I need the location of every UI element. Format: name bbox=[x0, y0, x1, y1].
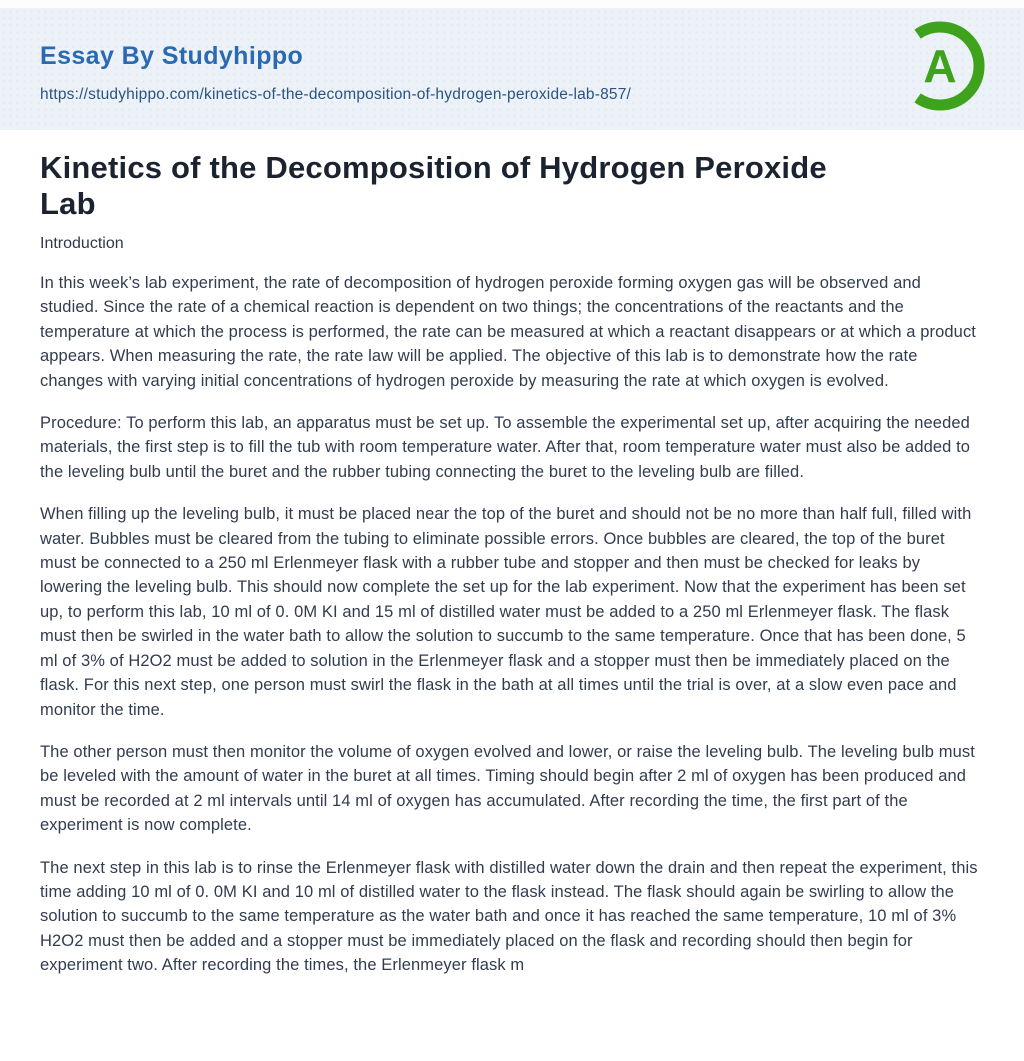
essay-title: Kinetics of the Decomposition of Hydrogen Peroxide Lab bbox=[40, 150, 827, 221]
site-title: Essay By Studyhippo bbox=[40, 42, 304, 70]
essay-paragraph-2: Procedure: To perform this lab, an apparatus must be set up. To assemble the experimental set up, after acquiring the needed materials, the first step is to fill the tub with room temperature water. After that, room temperature water must also be added to the leveling bulb until the buret and the rubber tubing connecting the buret to the leveling bulb are filled. bbox=[40, 414, 971, 481]
header bbox=[0, 8, 1024, 130]
essay-paragraph-5: The next step in this lab is to rinse the Erlenmeyer flask with distilled water down the drain and then repeat the experiment, this time adding 10 ml of 0. 0M KI and 10 ml of distilled water to the flask instead. The flask should again be swirling to allow the solution to succumb to the same temperature as the water bath and once it has reached the same temperature, 10 ml of 3% H2O2 must then be added and a stopper must be immediately placed on the flask and recording should then begin for experiment two. After recording the times, the Erlenmeyer flask m bbox=[40, 858, 978, 975]
essay-paragraph-3: When filling up the leveling bulb, it must be placed near the top of the buret and should not be no more than half full, filled with water. Bubbles must be cleared from the tubing to eliminate possible errors. Once bubbles are cleared, the top of the buret must be connected to a 250 ml Erlenmeyer flask with a rubber tube and stopper and then must be checked for leaks by lowering the leveling bulb. This should now complete the set up for the lab experiment. Now that the experiment has been set up, to perform this lab, 10 ml of 0. 0M KI and 15 ml of distilled water must be added to a 250 ml Erlenmeyer flask. The flask must then be swirled in the water bath to allow the solution to succumb to the same temperature. Once that has been done, 5 ml of 3% of H2O2 must be added to solution in the Erlenmeyer flask and a stopper must then be immediately placed on the flask. For this next step, one person must swirl the flask in the bath at all times until the trial is over, at a slow even pace and monitor the time. bbox=[40, 505, 972, 719]
source-url-link[interactable]: https://studyhippo.com/kinetics-of-the-decomposition-of-hydrogen-peroxide-lab-857/ bbox=[40, 86, 632, 103]
essay-paragraph-1: In this week’s lab experiment, the rate of decomposition of hydrogen peroxide forming oxygen gas will be observed and studied. Since the rate of a chemical reaction is dependent on two things; the concentrations of the reactants and the temperature at which the process is performed, the rate can be measured at which a reactant disappears or at which a product appears. When measuring the rate, the rate law will be applied. The objective of this lab is to demonstrate how the rate changes with varying initial concentrations of hydrogen peroxide by measuring the rate at which oxygen is evolved. bbox=[40, 274, 976, 390]
logo-letter: A bbox=[923, 40, 957, 92]
section-heading-introduction: Introduction bbox=[40, 235, 124, 252]
top-strip bbox=[0, 0, 1024, 8]
studyhippo-logo-icon bbox=[890, 18, 986, 114]
essay-paragraph-4: The other person must then monitor the volume of oxygen evolved and lower, or raise the leveling bulb. The leveling bulb must be leveled with the amount of water in the buret at all times. Timing should begin after 2 ml of oxygen has been produced and must be recorded at 2 ml intervals until 14 ml of oxygen has accumulated. After recording the time, the first part of the experiment is now complete. bbox=[40, 742, 975, 835]
essay-content bbox=[0, 130, 1024, 978]
